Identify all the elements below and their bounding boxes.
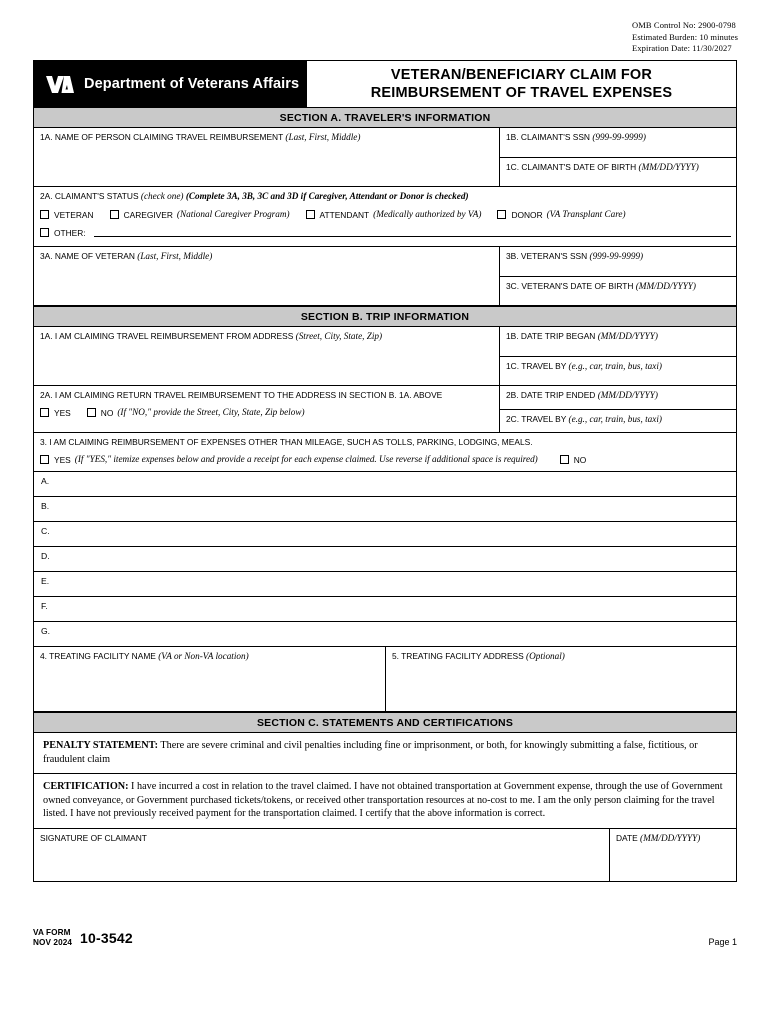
agency-name: Department of Veterans Affairs <box>84 76 300 92</box>
status-other-input[interactable] <box>94 227 731 237</box>
form-title-line-1: VETERAN/BENEFICIARY CLAIM FOR <box>390 67 653 83</box>
expense-line-b[interactable] <box>34 497 736 522</box>
omb-estimated-burden: Estimated Burden: 10 minutes <box>632 31 738 42</box>
field-travel-by-outbound-label: 1C. TRAVEL BY <box>506 361 567 371</box>
field-veteran-name[interactable] <box>34 247 499 305</box>
trip-begin-group <box>499 327 736 385</box>
field-veteran-name-hint: (Last, First, Middle) <box>137 251 213 261</box>
field-claimant-ssn[interactable] <box>500 128 736 157</box>
checkbox-return-yes-icon[interactable] <box>40 408 49 417</box>
field-signature[interactable] <box>34 829 609 881</box>
field-other-expenses <box>34 433 736 471</box>
form-number: 10-3542 <box>80 929 133 946</box>
row-claimant-name-ssn-dob <box>34 128 736 187</box>
checkbox-attendant-icon[interactable] <box>306 210 315 219</box>
claimant-status-label: 2A. CLAIMANT'S STATUS <box>40 191 139 201</box>
checkbox-return-no-icon[interactable] <box>87 408 96 417</box>
field-treating-facility-address-hint: (Optional) <box>526 651 565 661</box>
status-option-veteran-label: VETERAN <box>54 209 94 220</box>
field-date-trip-ended-label: 2B. DATE TRIP ENDED <box>506 390 596 400</box>
form-body <box>33 60 737 882</box>
other-expenses-no-label: NO <box>573 454 587 465</box>
return-travel-no-label: NO <box>100 407 114 418</box>
field-date-trip-began-label: 1B. DATE TRIP BEGAN <box>506 331 596 341</box>
form-title-bar <box>34 61 736 108</box>
status-option-caregiver-label: CAREGIVER <box>123 209 173 220</box>
form-title-line-2: REIMBURSEMENT OF TRAVEL EXPENSES <box>370 85 673 101</box>
certification-text: I have incurred a cost in relation to the travel claimed. I have not obtained transportation at Government expense, through the use of Government owned conveyance, or Government purchased tickets/tokens, or received other transportation resources at no-cost to me. I am the only person claiming for the travel listed. I have not previously received payment for the transportation claimed. I certify that the above information is correct. <box>43 781 723 819</box>
status-option-donor-label: DONOR <box>511 209 543 220</box>
field-date-trip-began-hint: (MM/DD/YYYY) <box>597 331 658 341</box>
expense-line-e[interactable] <box>34 572 736 597</box>
field-return-travel-label: 2A. I AM CLAIMING RETURN TRAVEL REIMBURSEMENT TO THE ADDRESS IN SECTION B. 1A. ABOVE <box>40 390 443 400</box>
expense-line-c[interactable] <box>34 522 736 547</box>
field-travel-by-return-label: 2C. TRAVEL BY <box>506 414 567 424</box>
form-revision-date: NOV 2024 <box>33 937 73 947</box>
expense-line-b-label: B. <box>41 501 50 511</box>
form-title <box>306 61 736 107</box>
status-option-caregiver[interactable] <box>110 209 290 220</box>
page-number: Page 1 <box>708 937 737 948</box>
expense-line-c-label: C. <box>41 526 50 536</box>
row-claimant-status <box>34 187 736 247</box>
checkbox-veteran-icon[interactable] <box>40 210 49 219</box>
expense-line-f-label: F. <box>41 601 48 611</box>
other-expenses-no[interactable] <box>560 455 587 465</box>
field-veteran-dob-label: 3C. VETERAN'S DATE OF BIRTH <box>506 281 634 291</box>
field-travel-by-return-hint: (e.g., car, train, bus, taxi) <box>568 414 662 424</box>
trip-end-group <box>499 386 736 432</box>
return-travel-options <box>40 407 494 418</box>
return-travel-yes-label: YES <box>54 407 71 418</box>
expense-line-d[interactable] <box>34 547 736 572</box>
field-claimant-dob[interactable] <box>500 157 736 186</box>
claimant-status-hint: (check one) <box>140 191 184 201</box>
field-trip-from-address-label: 1A. I AM CLAIMING TRAVEL REIMBURSEMENT FROM ADDRESS <box>40 331 294 341</box>
omb-header-block <box>632 20 738 55</box>
checkbox-caregiver-icon[interactable] <box>110 210 119 219</box>
form-identifier <box>33 928 133 947</box>
certification-statement <box>34 774 736 829</box>
field-travel-by-outbound[interactable] <box>500 356 736 385</box>
field-veteran-dob[interactable] <box>500 276 736 305</box>
return-travel-no[interactable] <box>87 407 305 418</box>
field-trip-from-address-hint: (Street, City, State, Zip) <box>295 331 383 341</box>
status-option-veteran[interactable] <box>40 210 94 220</box>
field-other-expenses-label: 3. I AM CLAIMING REIMBURSEMENT OF EXPENSES OTHER THAN MILEAGE, SUCH AS TOLLS, PARKING, LODGING, MEALS. <box>40 437 533 447</box>
row-veteran-name-ssn-dob <box>34 247 736 306</box>
penalty-statement-title: PENALTY STATEMENT: <box>43 740 159 751</box>
row-signature-date <box>34 829 736 881</box>
field-travel-by-outbound-hint: (e.g., car, train, bus, taxi) <box>568 361 662 371</box>
field-date-trip-ended[interactable] <box>500 386 736 409</box>
field-claimant-name[interactable] <box>34 128 499 186</box>
expense-line-g[interactable] <box>34 622 736 647</box>
field-signature-label: SIGNATURE OF CLAIMANT <box>40 832 147 843</box>
row-return-travel <box>34 386 736 433</box>
omb-expiration-date: Expiration Date: 11/30/2027 <box>632 43 732 53</box>
field-veteran-dob-hint: (MM/DD/YYYY) <box>635 281 696 291</box>
checkbox-other-icon[interactable] <box>40 228 49 237</box>
expense-line-d-label: D. <box>41 551 50 561</box>
row-trip-from-address <box>34 327 736 386</box>
status-option-attendant-label: ATTENDANT <box>319 209 370 220</box>
certification-title: CERTIFICATION: <box>43 781 129 792</box>
field-signature-date-label: DATE <box>616 832 638 843</box>
field-claimant-status <box>34 187 736 246</box>
status-option-caregiver-hint: (National Caregiver Program) <box>176 209 290 219</box>
return-travel-no-hint: (If "NO," provide the Street, City, State, Zip below) <box>117 407 305 417</box>
va-branding-cell <box>34 61 306 107</box>
penalty-statement-text: There are severe criminal and civil penalties including fine or imprisonment, or both, for knowingly submitting a false, fictitious, or fraudulent claim <box>43 740 698 765</box>
status-option-donor-hint: (VA Transplant Care) <box>546 209 626 219</box>
field-treating-facility-address-label: 5. TREATING FACILITY ADDRESS <box>392 651 524 661</box>
field-claimant-name-label: 1A. NAME OF PERSON CLAIMING TRAVEL REIMBURSEMENT <box>40 132 284 142</box>
field-veteran-ssn-hint: (999-99-9999) <box>589 251 644 261</box>
field-claimant-dob-label: 1C. CLAIMANT'S DATE OF BIRTH <box>506 162 637 172</box>
checkbox-expenses-yes-icon[interactable] <box>40 455 49 464</box>
field-signature-date-hint: (MM/DD/YYYY) <box>640 832 701 843</box>
field-date-trip-began[interactable] <box>500 327 736 356</box>
penalty-statement <box>34 733 736 774</box>
section-a-heading: SECTION A. TRAVELER'S INFORMATION <box>34 108 736 128</box>
expense-line-a-label: A. <box>41 476 50 486</box>
field-treating-facility-name-label: 4. TREATING FACILITY NAME <box>40 651 156 661</box>
status-option-attendant[interactable] <box>306 209 482 220</box>
expense-line-a[interactable] <box>34 472 736 497</box>
field-travel-by-return[interactable] <box>500 409 736 432</box>
status-option-other-row <box>40 227 731 238</box>
field-claimant-ssn-hint: (999-99-9999) <box>592 132 646 142</box>
other-expenses-options <box>40 454 731 465</box>
section-c-heading: SECTION C. STATEMENTS AND CERTIFICATIONS <box>34 712 736 733</box>
field-treating-facility-name[interactable] <box>34 647 385 711</box>
veteran-ssn-dob-group <box>499 247 736 305</box>
claimant-status-options <box>40 209 731 220</box>
expense-line-f[interactable] <box>34 597 736 622</box>
other-expenses-yes[interactable] <box>40 454 538 465</box>
field-signature-date[interactable] <box>609 829 736 881</box>
status-option-other[interactable] <box>40 228 86 238</box>
status-option-attendant-hint: (Medically authorized by VA) <box>373 209 482 219</box>
field-date-trip-ended-hint: (MM/DD/YYYY) <box>597 390 658 400</box>
field-claimant-dob-hint: (MM/DD/YYYY) <box>638 162 699 172</box>
field-treating-facility-name-hint: (VA or Non-VA location) <box>158 651 249 661</box>
form-identifier-stack <box>33 928 72 947</box>
row-treating-facility <box>34 647 736 712</box>
field-veteran-ssn-label: 3B. VETERAN'S SSN <box>506 251 588 261</box>
expense-line-e-label: E. <box>41 576 50 586</box>
field-claimant-ssn-label: 1B. CLAIMANT'S SSN <box>506 132 590 142</box>
status-option-donor[interactable] <box>497 209 625 220</box>
section-b-heading: SECTION B. TRIP INFORMATION <box>34 306 736 327</box>
field-treating-facility-address[interactable] <box>385 647 736 711</box>
va-seal-icon <box>45 74 75 95</box>
return-travel-yes[interactable] <box>40 408 71 418</box>
expense-line-g-label: G. <box>41 626 51 636</box>
form-word: VA FORM <box>33 928 71 937</box>
claimant-ssn-dob-group <box>499 128 736 186</box>
checkbox-expenses-no-icon[interactable] <box>560 455 569 464</box>
field-veteran-ssn[interactable] <box>500 247 736 276</box>
field-trip-from-address[interactable] <box>34 327 499 385</box>
row-other-expenses <box>34 433 736 472</box>
field-claimant-name-hint: (Last, First, Middle) <box>285 132 361 142</box>
claimant-status-note: (Complete 3A, 3B, 3C and 3D if Caregiver, Attendant or Donor is checked) <box>185 191 469 201</box>
field-return-travel <box>34 386 499 432</box>
status-option-other-label: OTHER: <box>54 227 86 238</box>
checkbox-donor-icon[interactable] <box>497 210 506 219</box>
other-expenses-yes-hint: (If "YES," itemize expenses below and provide a receipt for each expense claimed. Use reverse if additional space is required) <box>74 454 538 464</box>
omb-control-number: OMB Control No: 2900-0798 <box>632 20 736 30</box>
form-footer <box>33 928 737 947</box>
other-expenses-yes-label: YES <box>54 454 71 465</box>
field-veteran-name-label: 3A. NAME OF VETERAN <box>40 251 135 261</box>
